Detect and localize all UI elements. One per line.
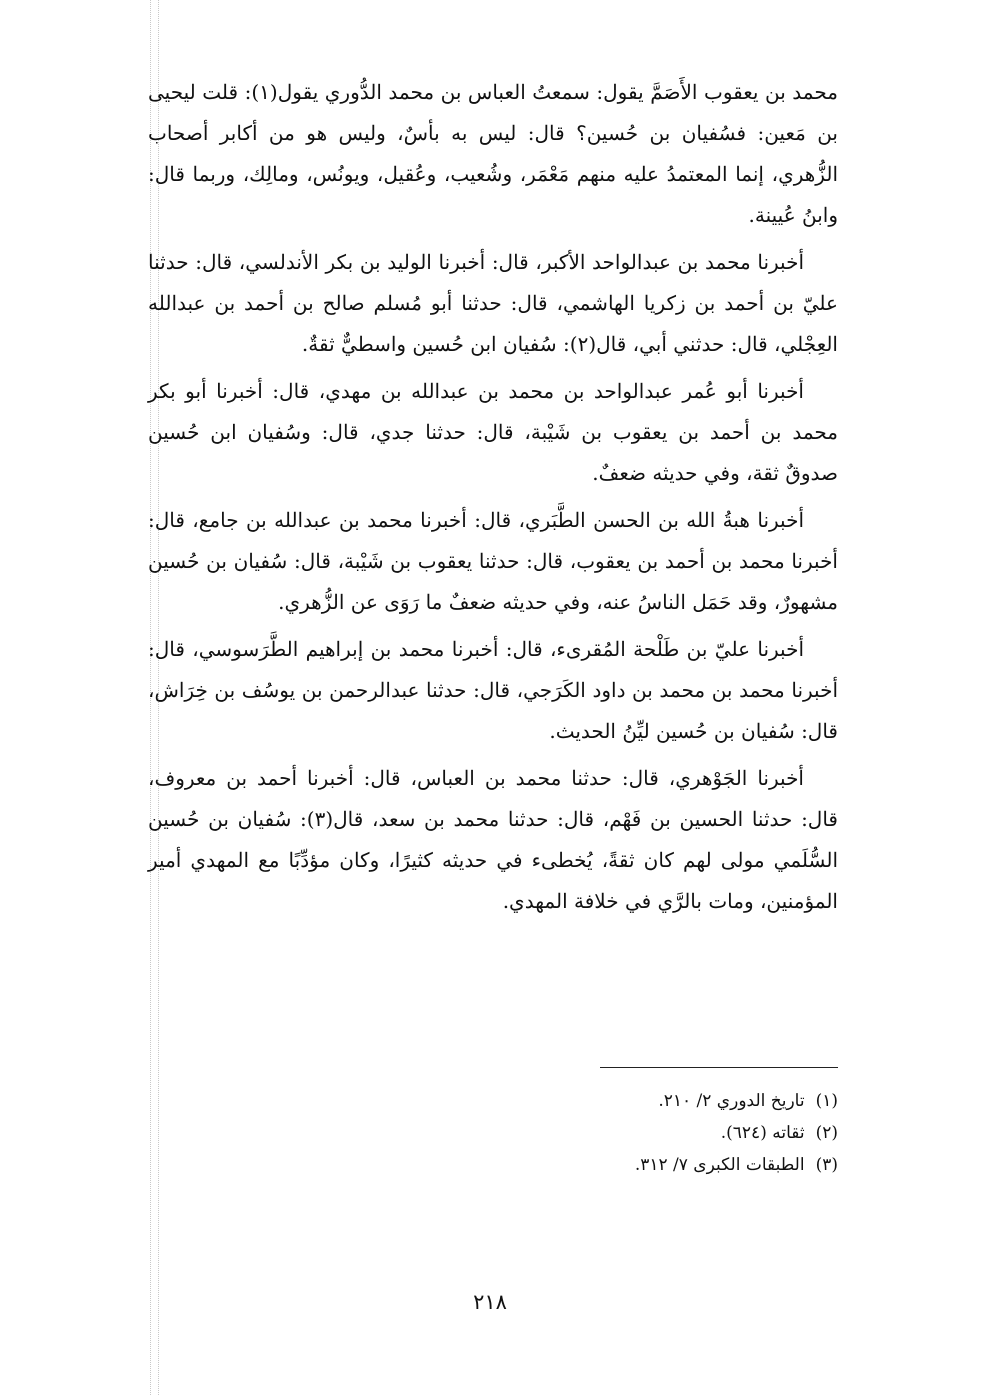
footnote-2 <box>460 1117 838 1149</box>
footnote-text: ثقاته (٦٢٤). <box>720 1123 805 1143</box>
footnote-text: تاريخ الدوري ٢/ ٢١٠. <box>658 1091 805 1111</box>
footnote-number: (١) <box>815 1091 838 1111</box>
paragraph-5: أخبرنا عليّ بن طَلْحة المُقرىء، قال: أخبرنا محمد بن إبراهيم الطَّرَسوسي، قال: أخبرنا محمد بن محمد بن داود الكَرَجي، قال: حدثنا عبدالرحمن بن يوسُف بن خِرَاش، قال: سُفيان بن حُسين ليِّنُ الحديث. <box>148 637 838 743</box>
footnote-1 <box>460 1085 838 1117</box>
footnote-number: (٢) <box>815 1123 838 1143</box>
page-number: ٢١٨ <box>473 1290 507 1314</box>
footnote-3 <box>460 1149 838 1181</box>
footnote-number: (٣) <box>815 1155 838 1175</box>
footnote-separator <box>600 1067 838 1068</box>
footnotes <box>460 1085 838 1181</box>
main-text <box>148 72 838 922</box>
paragraph-4: أخبرنا هبةُ الله بن الحسن الطَّبَري، قال: أخبرنا محمد بن عبدالله بن جامع، قال: أخبرنا محمد بن أحمد بن يعقوب، قال: حدثنا يعقوب بن شَيْبة، قال: سُفيان بن حُسين مشهورٌ، وقد حَمَل الناسُ عنه، وفي حديثه ضعفٌ ما رَوَى عن الزُّهري. <box>148 508 838 614</box>
paragraph-3: أخبرنا أبو عُمر عبدالواحد بن محمد بن عبدالله بن مهدي، قال: أخبرنا أبو بكر محمد بن أحمد بن يعقوب بن شَيْبة، قال: حدثنا جدي، قال: وسُفيان ابن حُسين صدوقٌ ثقة، وفي حديثه ضعفٌ. <box>148 379 838 485</box>
paragraph-6: أخبرنا الجَوْهري، قال: حدثنا محمد بن العباس، قال: أخبرنا أحمد بن معروف، قال: حدثنا الحسين بن فَهْم، قال: حدثنا محمد بن سعد، قال(٣): سُفيان بن حُسين السُّلَمي مولى لهم كان ثقةً، يُخطىء في حديثه كثيرًا، وكان مؤدِّبًا مع المهدي أمير المؤمنين، ومات بالرَّي في خلافة المهدي. <box>148 766 838 913</box>
paragraph-1: محمد بن يعقوب الأَصَمَّ يقول: سمعتُ العباس بن محمد الدُّوري يقول(١): قلت ليحيى بن مَعين: فسُفيان بن حُسين؟ قال: ليس به بأسٌ، وليس هو من أكابر أصحاب الزُّهري، إنما المعتمدُ عليه منهم مَعْمَر، وشُعيب، وعُقيل، ويونُس، ومالِك، وربما قال: وابنُ عُيينة. <box>148 80 838 227</box>
footnote-text: الطبقات الكبرى ٧/ ٣١٢. <box>634 1155 805 1175</box>
paragraph-2: أخبرنا محمد بن عبدالواحد الأكبر، قال: أخبرنا الوليد بن بكر الأندلسي، قال: حدثنا عليّ بن أحمد بن زكريا الهاشمي، قال: حدثنا أبو مُسلم صالح بن أحمد بن عبدالله العِجْلي، قال: حدثني أبي، قال(٢): سُفيان ابن حُسين واسطيٌّ ثقةٌ. <box>148 250 838 356</box>
